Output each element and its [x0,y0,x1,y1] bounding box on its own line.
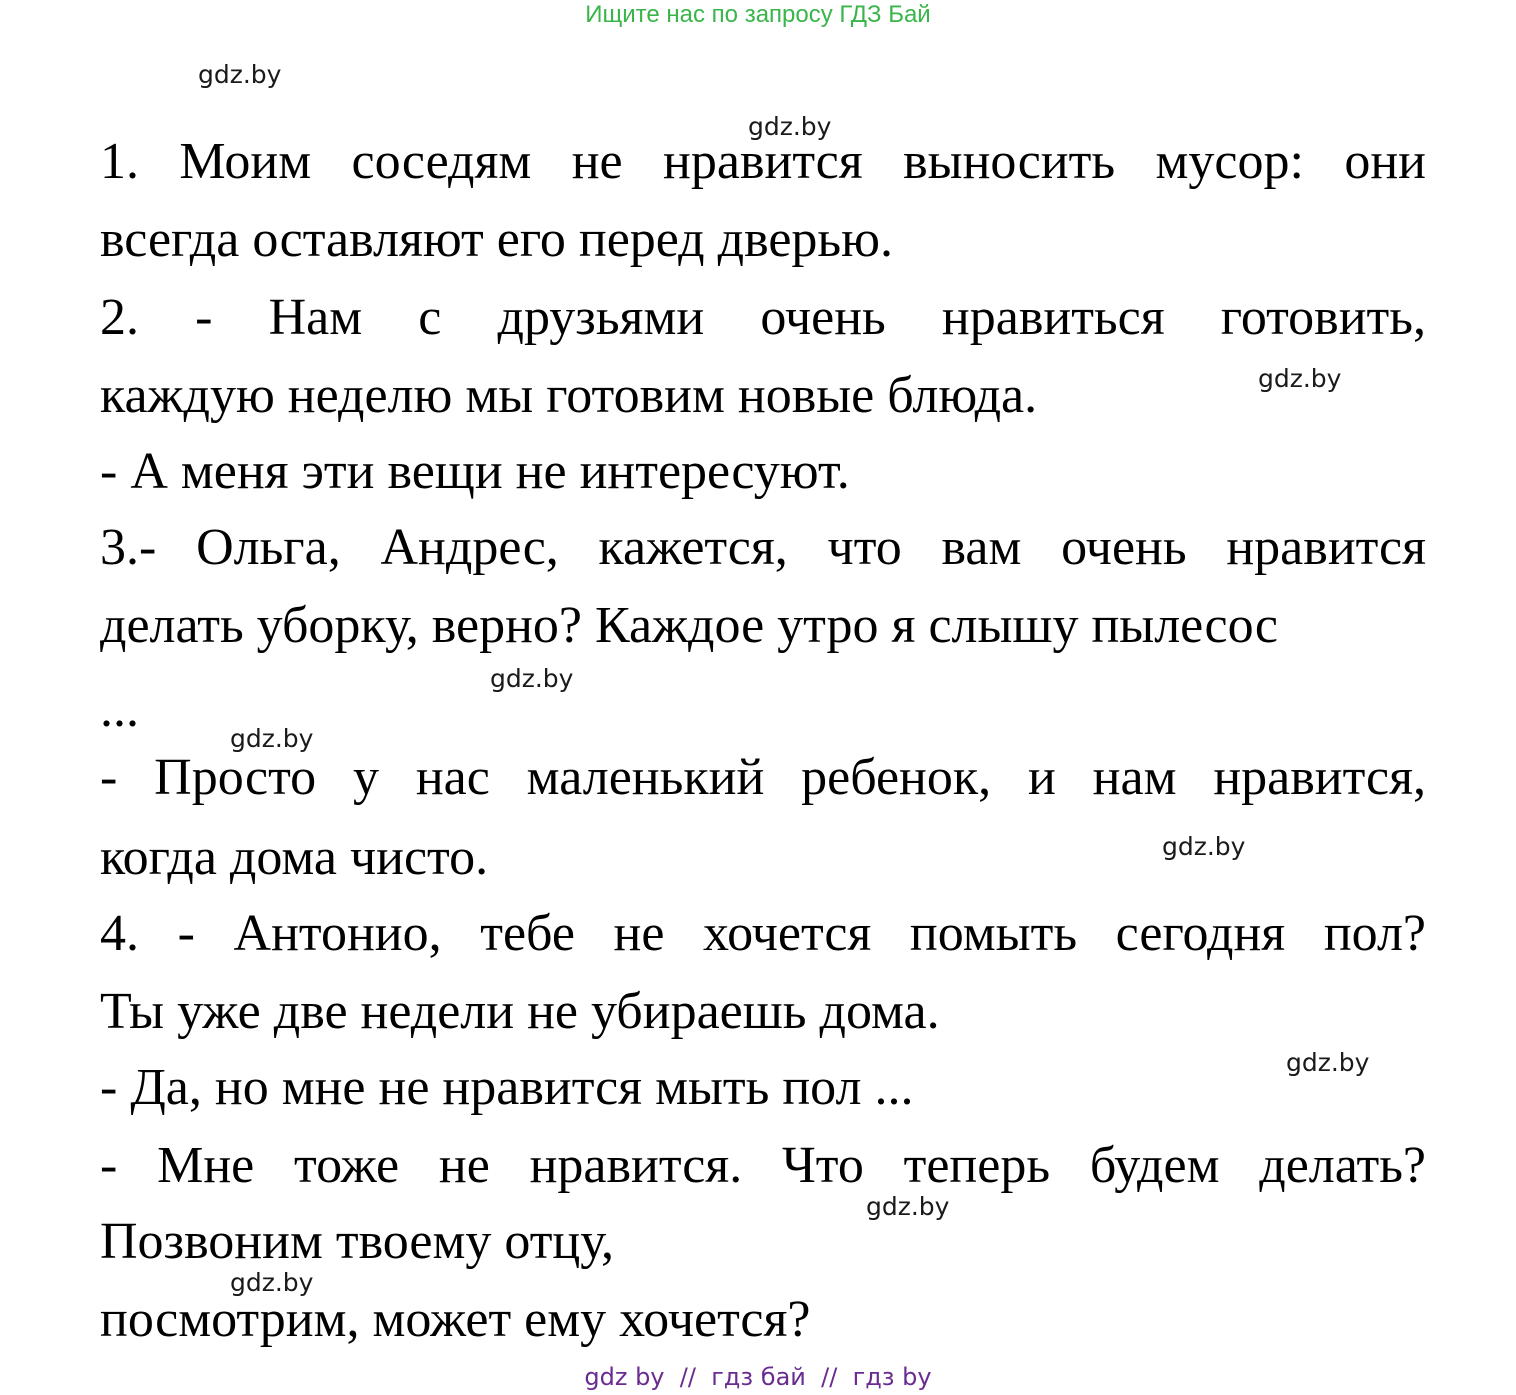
watermark: gdz.by [490,664,574,693]
watermark: gdz.by [1258,364,1342,393]
text-line: 2. - Нам с друзьями очень нравиться готовить, [100,289,1426,346]
watermark: gdz.by [866,1192,950,1221]
text-line: всегда оставляют его перед дверью. [100,211,893,268]
text-line: - Мне тоже не нравится. Что теперь будем делать? [100,1137,1426,1194]
text-line: 1. Моим соседям не нравится выносить мусор: они [100,133,1426,190]
text-line: - Да, но мне не нравится мыть пол ... [100,1059,914,1116]
search-banner: Ищите нас по запросу ГДЗ Бай [585,1,931,28]
text-line: посмотрим, может ему хочется? [100,1291,811,1348]
watermark: gdz.by [1286,1048,1370,1077]
watermark: gdz.by [230,724,314,753]
footer-links: gdz by // гдз бай // гдз by [584,1363,932,1391]
text-line: Ты уже две недели не убираешь дома. [100,983,940,1040]
watermark: gdz.by [198,60,282,89]
watermark: gdz.by [230,1268,314,1297]
text-line: - Просто у нас маленький ребенок, и нам нравится, [100,749,1426,806]
watermark: gdz.by [748,112,832,141]
text-line: ... [100,681,139,738]
text-line: делать уборку, верно? Каждое утро я слышу пылесос [100,597,1278,654]
text-line: 4. - Антонио, тебе не хочется помыть сегодня пол? [100,905,1426,962]
text-line: Позвоним твоему отцу, [100,1213,615,1270]
text-line: каждую неделю мы готовим новые блюда. [100,367,1038,424]
text-line: 3.- Ольга, Андрес, кажется, что вам очень нравится [100,519,1426,576]
text-line: - А меня эти вещи не интересуют. [100,443,850,500]
watermark: gdz.by [1162,832,1246,861]
text-line: когда дома чисто. [100,829,489,886]
